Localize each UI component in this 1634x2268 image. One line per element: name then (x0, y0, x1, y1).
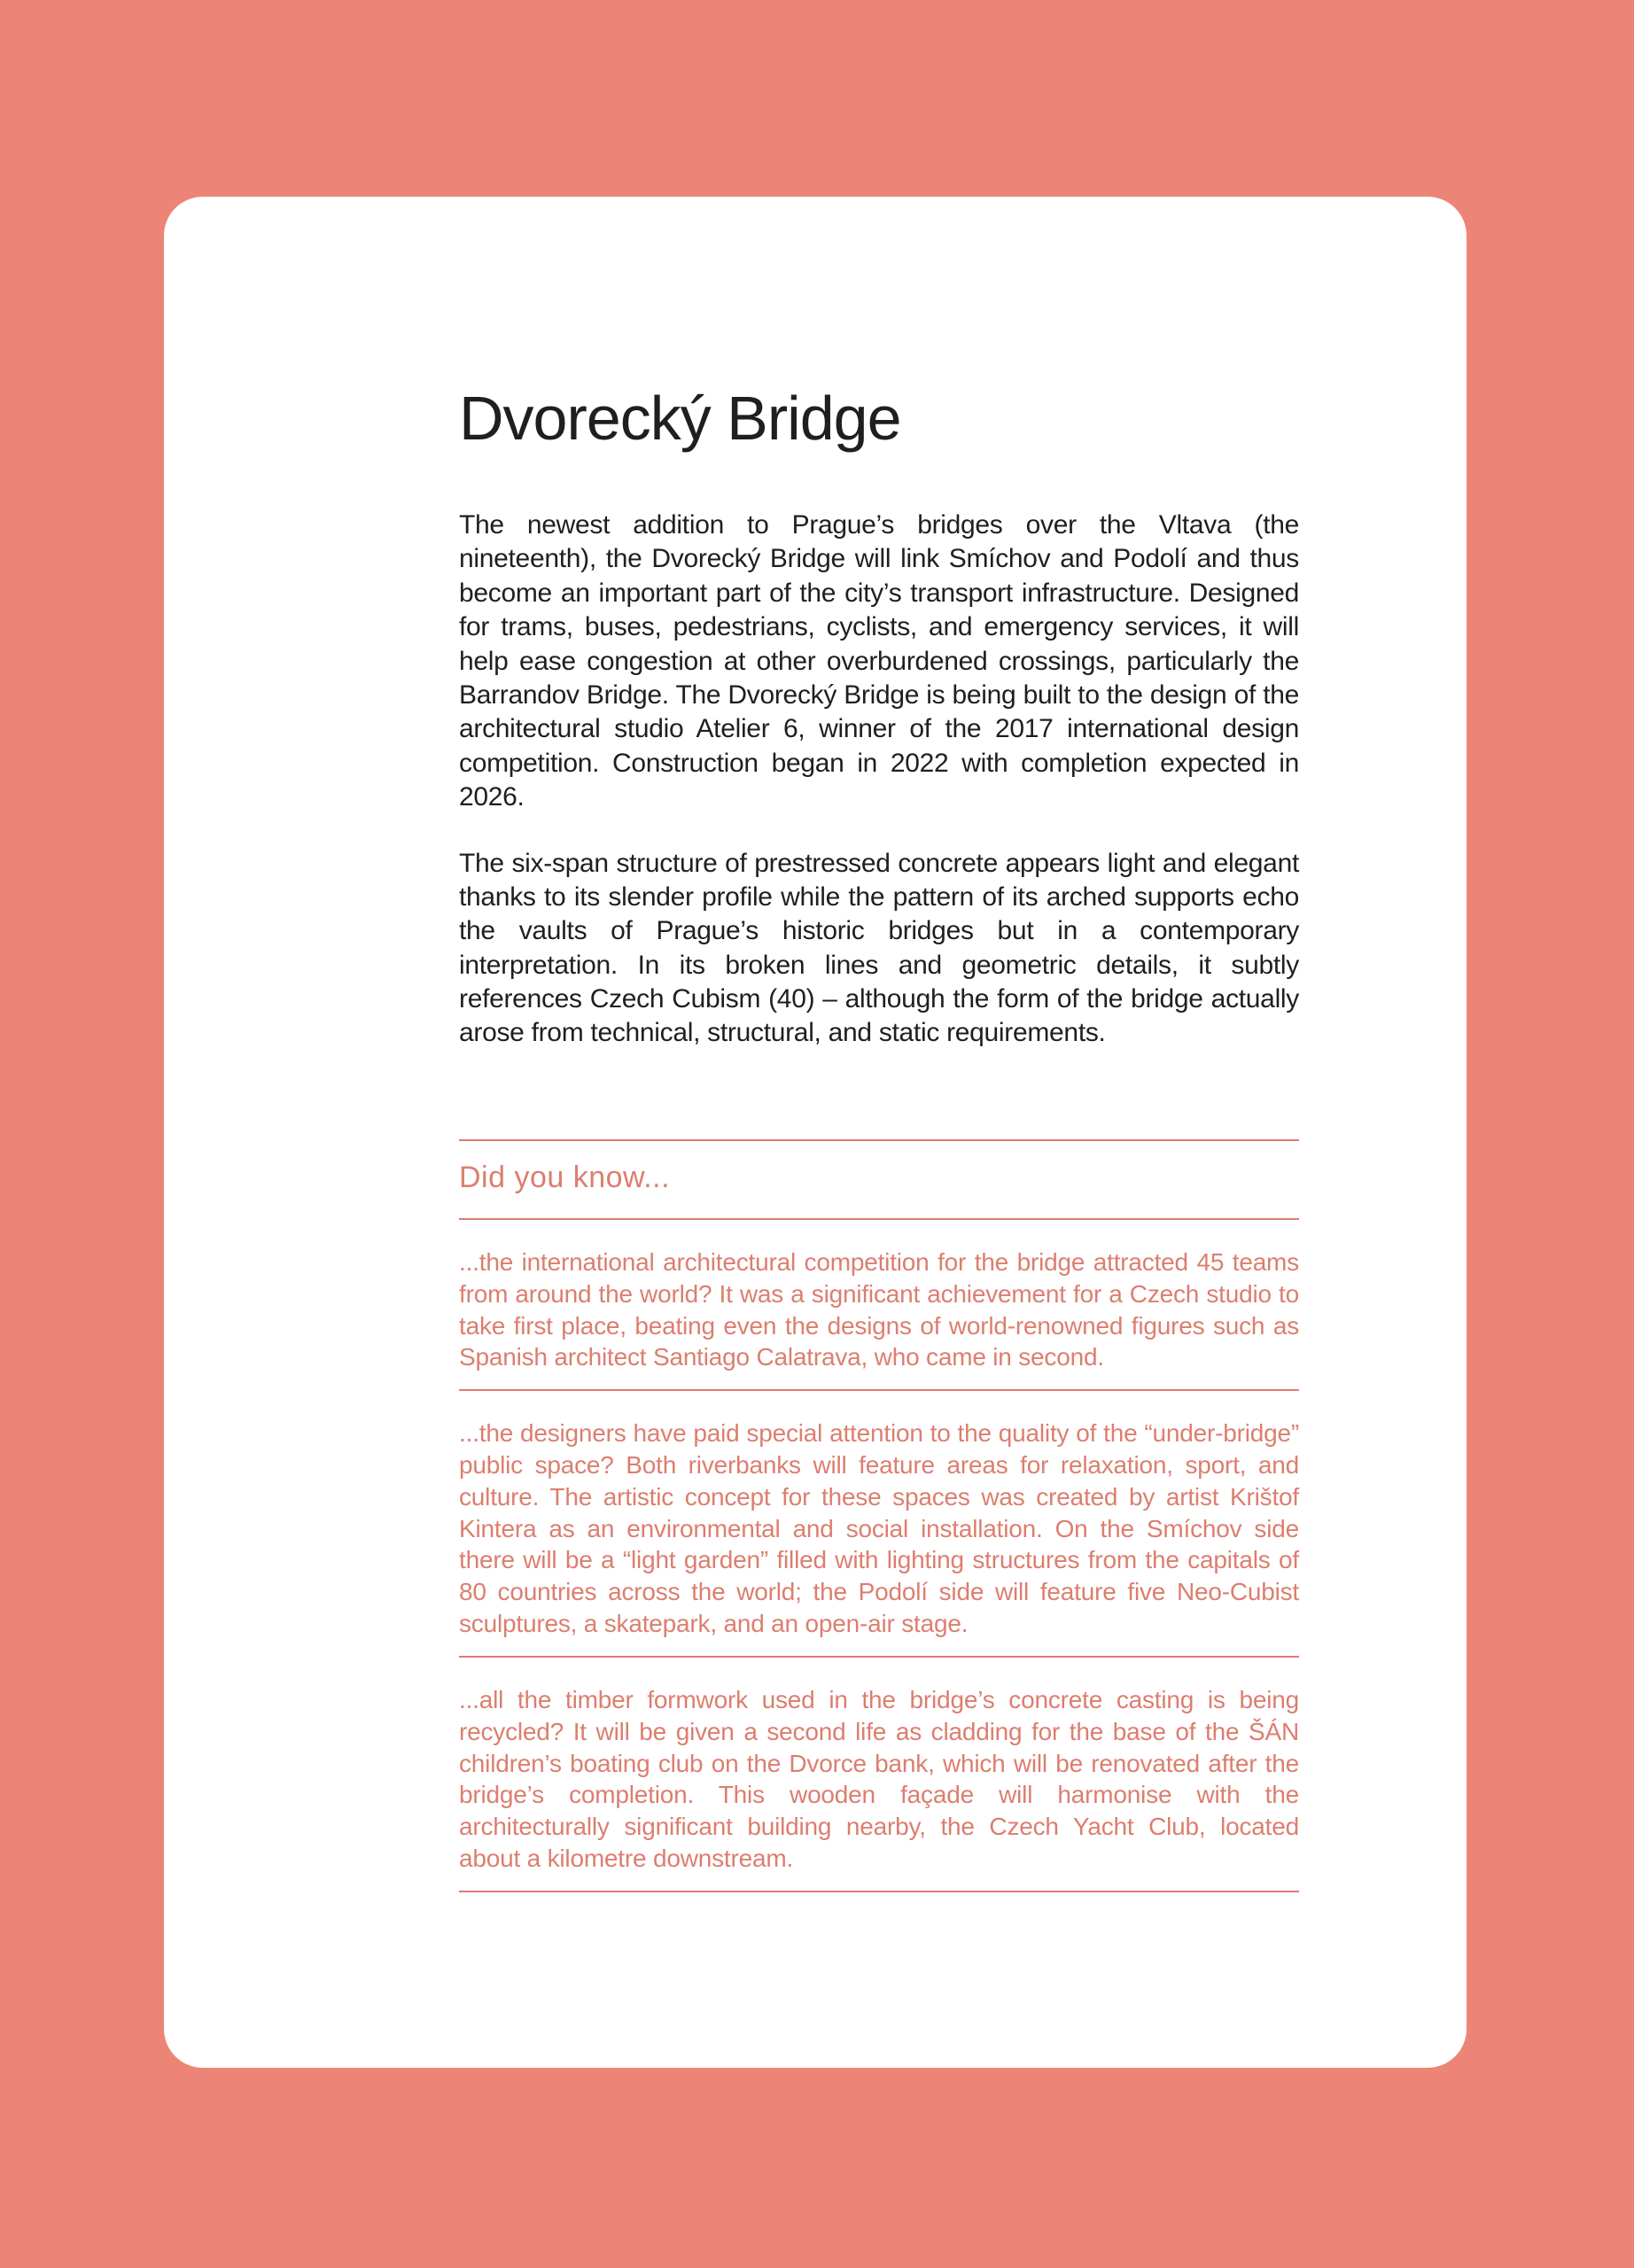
article-paragraph-2: The six-span structure of prestressed concrete appears light and elegant thanks to its slender profile while the pattern of its arched supports echo the vaults of Prague’s historic bridges but in a contemporary interpretation. In its broken lines and geometric details, it subtly references Czech Cubism (40) – although the form of the bridge actually arose from technical, structural, and static requirements. (459, 848, 1299, 1048)
page-content (459, 197, 1299, 1892)
did-you-know-item-2: ...the designers have paid special attention to the quality of the “under-bridge” public space? Both riverbanks will feature areas for relaxation, sport, and culture. The artistic concept for these spaces was created by artist Krištof Kintera as an environmental and social installation. On the Smíchov side there will be a “light garden” filled with lighting structures from the capitals of 80 countries across the world; the Podolí side will feature five Neo-Cubist sculptures, a skatepark, and an open-air stage. (459, 1419, 1299, 1638)
did-you-know-section (459, 1139, 1299, 1892)
section-divider-bottom (459, 1891, 1299, 1892)
did-you-know-heading: Did you know... (459, 1160, 671, 1194)
page-title: Dvorecký Bridge (459, 384, 901, 453)
did-you-know-item-3: ...all the timber formwork used in the bridge’s concrete casting is being recycled? It will be given a second life as cladding for the base of the ŠÁN children’s boating club on the Dvorce bank, which will be renovated after the bridge’s completion. This wooden façade will harmonise with the architecturally significant building nearby, the Czech Yacht Club, located about a kilometre downstream. (459, 1685, 1299, 1873)
article-paragraph-1: The newest addition to Prague’s bridges over the Vltava (the nineteenth), the Dvorecký Bridge will link Smíchov and Podolí and thus become an important part of the city’s transport infrastructure. Designed for trams, buses, pedestrians, cyclists, and emergency services, it will help ease congestion at other overburdened crossings, particularly the Barrandov Bridge. The Dvorecký Bridge is being built to the design of the architectural studio Atelier 6, winner of the 2017 international design competition. Construction began in 2022 with completion expected in 2026. (459, 510, 1299, 812)
page-card (164, 197, 1467, 2068)
did-you-know-item-1: ...the international architectural competition for the bridge attracted 45 teams from around the world? It was a significant achievement for a Czech studio to take first place, beating even the designs of world-renowned figures such as Spanish architect Santiago Calatrava, who came in second. (459, 1247, 1299, 1371)
